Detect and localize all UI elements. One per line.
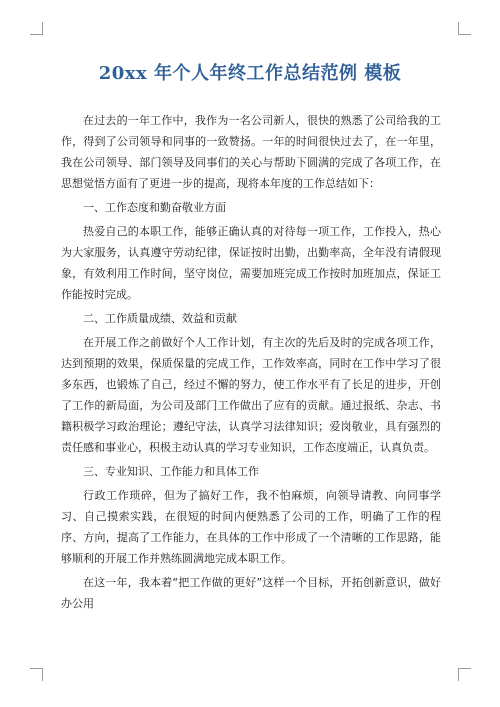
crop-mark-bottom-left [30,668,43,681]
crop-mark-bottom-right [458,668,471,681]
paragraph-section-1: 热爱自己的本职工作，能够正确认真的对待每一项工作，工作投入，热心为大家服务，认真遵守劳动纪律，保证按时出勤，出勤率高，全年没有请假现象，有效利用工作时间，坚守岗位，需要加班完成工作按时加班加点，保证工作能按时完成。 [61,225,441,301]
section-heading-3: 三、专业知识、工作能力和具体工作 [83,465,259,478]
section-heading-1: 一、工作态度和勤奋敬业方面 [83,201,226,214]
crop-mark-top-left [30,22,43,35]
paragraph-section-2: 在开展工作之前做好个人工作计划，有主次的先后及时的完成各项工作，达到预期的效果，保质保量的完成工作，工作效率高，同时在工作中学习了很多东西，也锻炼了自己，经过不懈的努力，使工作水平有了长足的进步，开创了工作的新局面，为公司及部门工作做出了应有的贡献。通过报纸、杂志、书籍积极学习政治理论；遵纪守法，认真学习法律知识；爱岗敬业，具有强烈的责任感和事业心，积极主动认真的学习专业知识，工作态度端正，认真负责。 [61,336,441,454]
document-body [61,110,441,617]
crop-mark-top-right [458,22,471,35]
paragraph-section-3: 行政工作琐碎，但为了搞好工作，我不怕麻烦，向领导请教、向同事学习、自己摸索实践，在很短的时间内便熟悉了公司的工作，明确了工作的程序、方向，提高了工作能力，在具体的工作中形成了一个清晰的工作思路，能够顺利的开展工作并熟练圆满地完成本职工作。 [61,489,441,565]
document-title: 20xx 年个人年终工作总结范例 模板 [98,63,402,84]
section-heading-2: 二、工作质量成绩、效益和贡献 [83,312,237,325]
paragraph-intro: 在过去的一年工作中，我作为一名公司新人，很快的熟悉了公司给我的工作，得到了公司领导和同事的一致赞扬。一年的时间很快过去了，在一年里，我在公司领导、部门领导及同事们的关心与帮助下圆满的完成了各项工作，在思想觉悟方面有了更进一步的提高，现将本年度的工作总结如下： [61,114,441,190]
paragraph-section-3-continued: 在这一年，我本着“把工作做的更好”这样一个目标，开拓创新意识，做好办公用 [61,576,441,610]
